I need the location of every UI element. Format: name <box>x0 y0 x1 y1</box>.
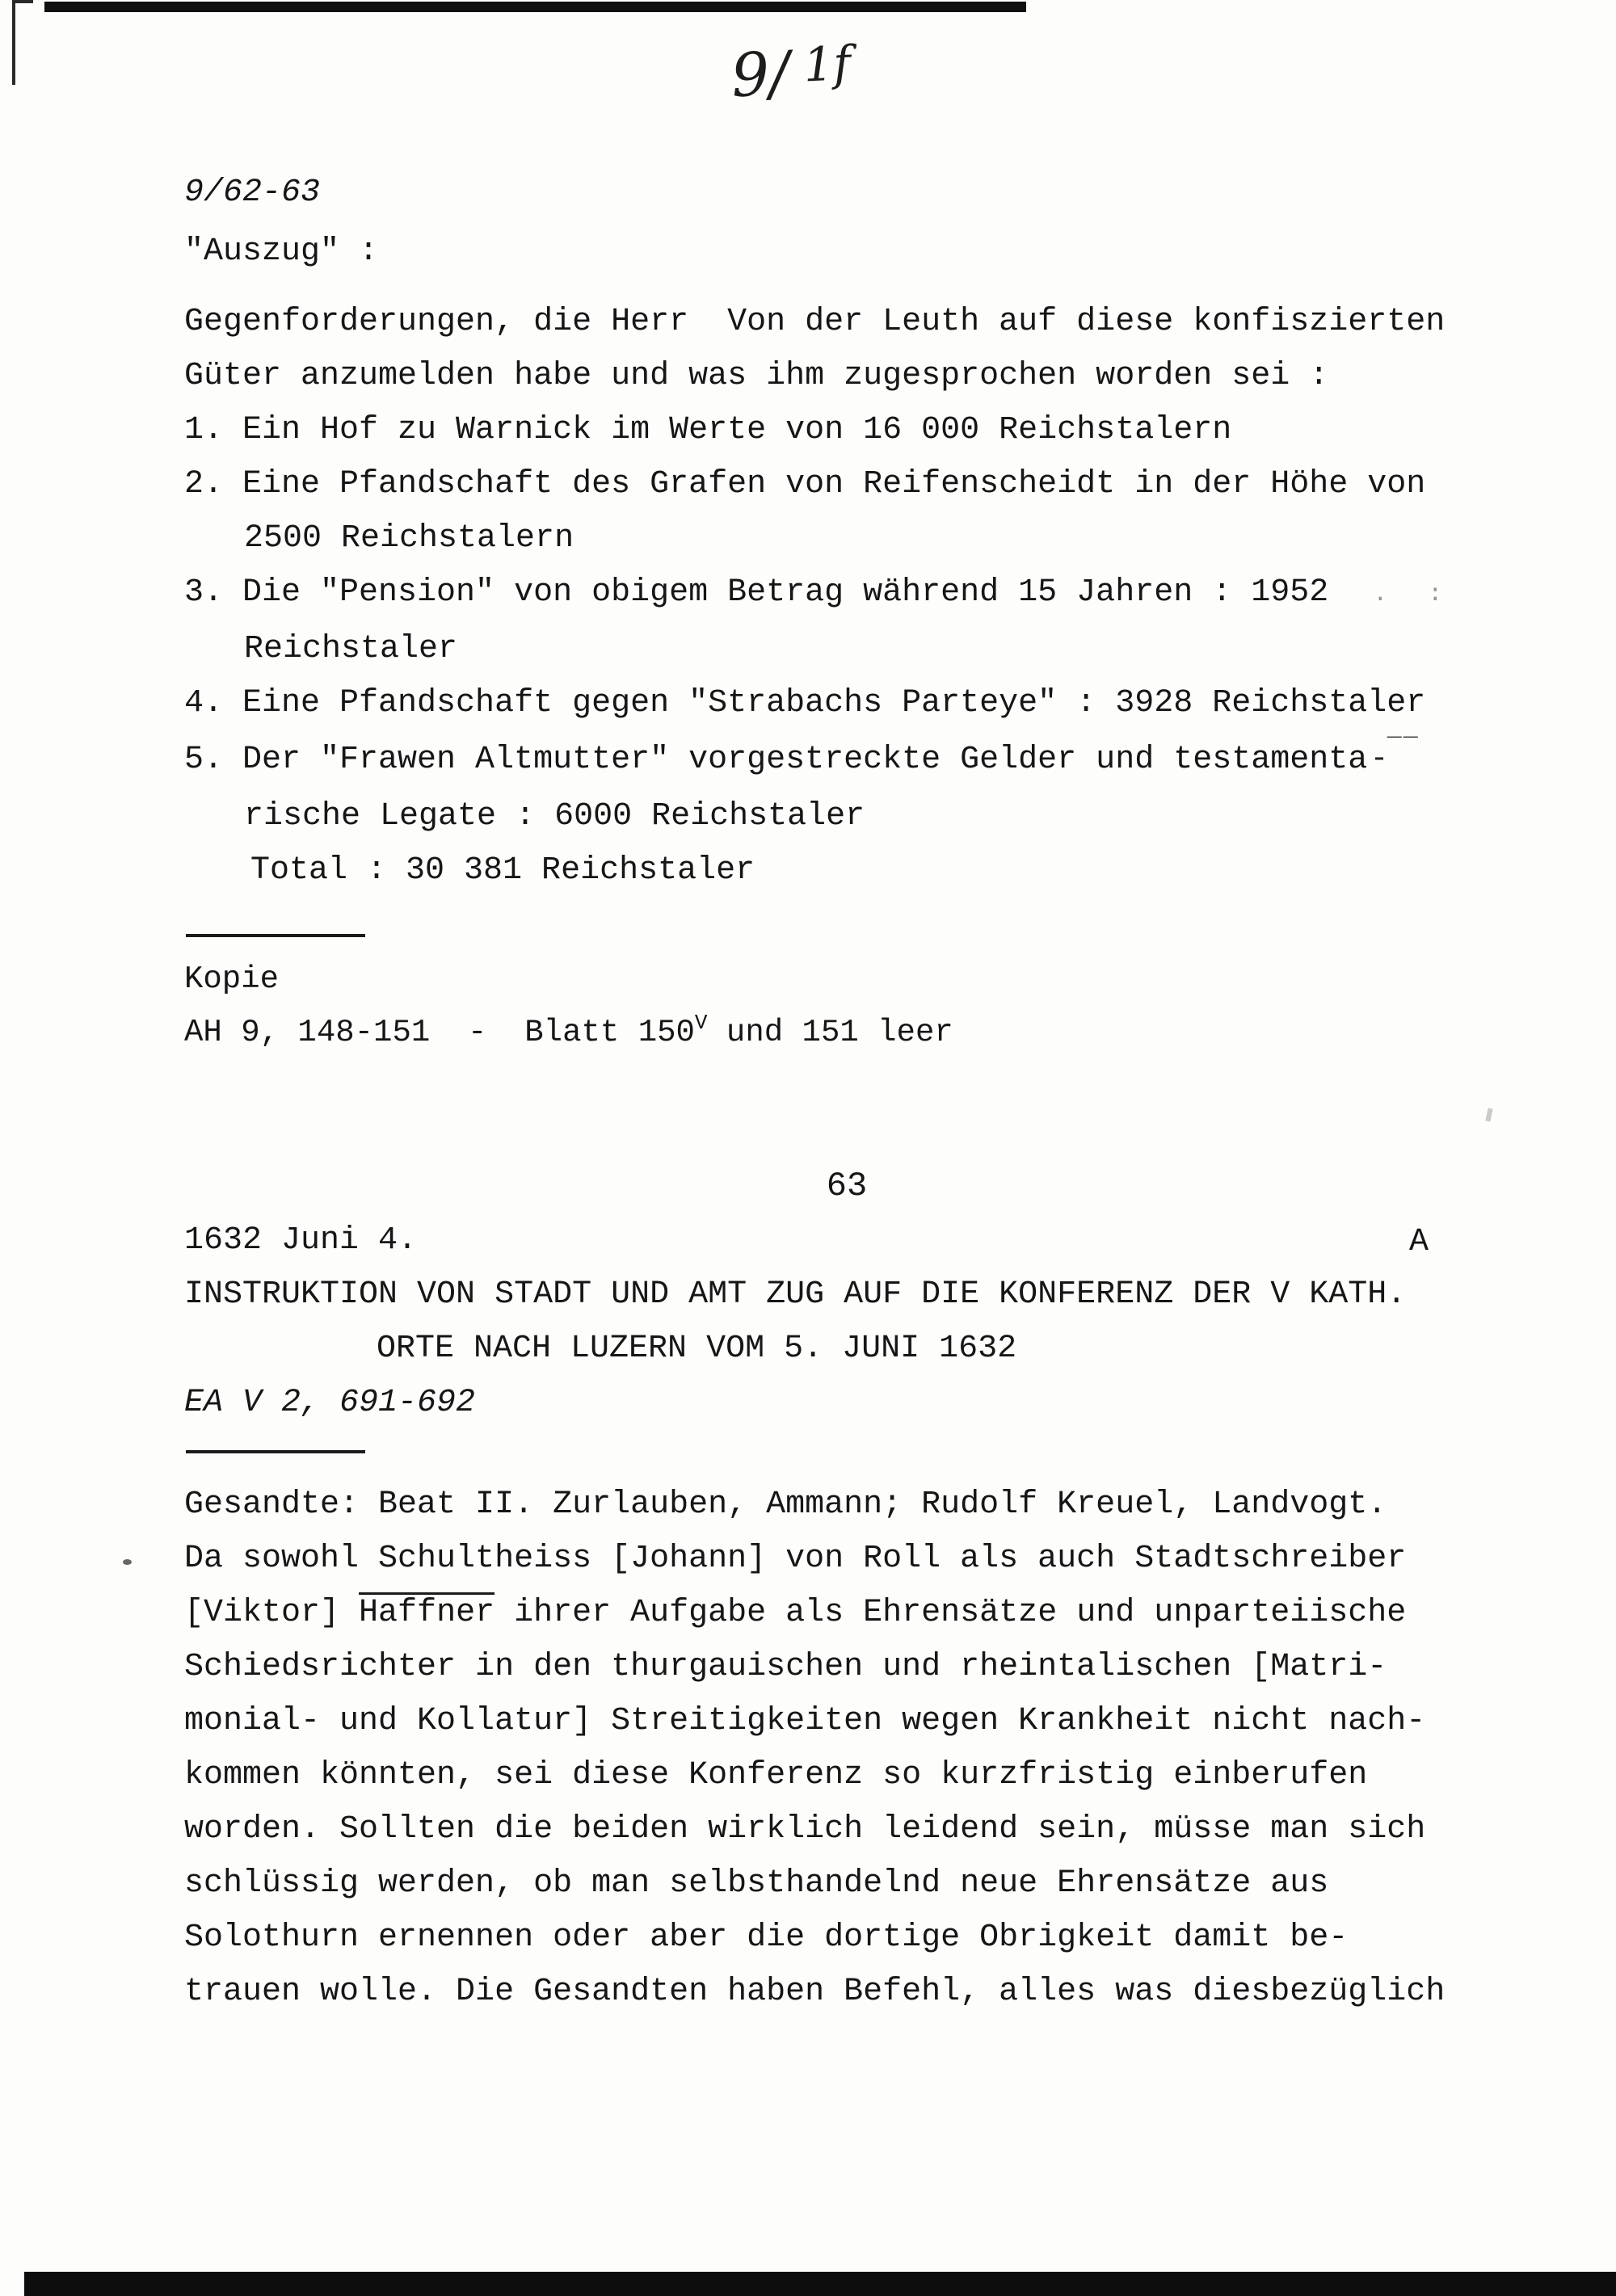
handwritten-number: 9/ <box>729 38 792 111</box>
list-item-5-continuation: rische Legate : 6000 Reichstaler <box>244 798 865 835</box>
copy-note: Kopie <box>184 961 280 997</box>
scan-artifact-bottom-bar <box>24 2272 1616 2296</box>
handwritten-overline-marks: ‾‾ <box>1387 735 1420 763</box>
body-line: Gesandte: Beat II. Zurlauben, Ammann; Rudolf Kreuel, Landvogt. <box>184 1487 1387 1523</box>
divider-rule <box>186 934 365 937</box>
body-text: ihrer Aufgabe als Ehrensätze und unparteiische <box>494 1595 1407 1631</box>
list-item-3 <box>184 566 1509 622</box>
folio-verso-superscript: V <box>694 1011 708 1035</box>
handwritten-annotation: 1f <box>802 35 852 93</box>
scan-speck-dots: . : <box>1373 581 1456 608</box>
scan-artifact-corner-tick <box>12 0 33 3</box>
scan-artifact-left-edge <box>12 0 15 85</box>
list-item-5 <box>184 730 1509 789</box>
list-item-1: 1. Ein Hof zu Warnick im Werte von 16 000 Reichstalern <box>184 412 1232 448</box>
siglum-letter: A <box>1408 1224 1429 1260</box>
body-line: kommen könnten, sei diese Konferenz so kurzfristig einberufen <box>184 1757 1368 1793</box>
entry-number: 63 <box>826 1167 868 1205</box>
list-item-3-continuation: Reichstaler <box>244 631 458 667</box>
list-item-3-text: 3. Die "Pension" von obigem Betrag während 15 Jahren : 1952 <box>184 574 1329 611</box>
entry-date-line <box>184 1213 1509 1268</box>
document-content <box>184 166 1509 2019</box>
entry-title-line: INSTRUKTION VON STADT UND AMT ZUG AUF DIE KONFERENZ DER V KATH. <box>184 1276 1407 1313</box>
archive-reference-tail: und 151 leer <box>707 1015 953 1050</box>
haffner-marked-name: Haffner <box>359 1595 495 1631</box>
body-line: trauen wolle. Die Gesandten haben Befehl, alles was diesbezüglich <box>184 1974 1446 2010</box>
list-item-4: 4. Eine Pfandschaft gegen "Strabachs Parteye" : 3928 Reichstaler <box>184 685 1426 721</box>
body-line: Solothurn ernennen oder aber die dortige Obrigkeit damit be- <box>184 1920 1349 1956</box>
ea-source-reference: EA V 2, 691-692 <box>184 1385 476 1421</box>
list-item-2: 2. Eine Pfandschaft des Grafen von Reifenscheidt in der Höhe von <box>184 466 1426 503</box>
body-line: monial- und Kollatur] Streitigkeiten wegen Krankheit nicht nach- <box>184 1703 1426 1739</box>
body-line: Da sowohl Schultheiss [Johann] von Roll als auch Stadtschreiber <box>184 1541 1407 1577</box>
list-item-5-text: 5. Der "Frawen Altmutter" vorgestreckte Gelder und testamenta <box>184 742 1368 778</box>
intro-line: Gegenforderungen, die Herr Von der Leuth auf diese konfiszierten <box>184 304 1446 340</box>
archive-reference-text: AH 9, 148-151 - Blatt 150 <box>184 1015 695 1050</box>
entry-title-line: ORTE NACH LUZERN VOM 5. JUNI 1632 <box>377 1331 1017 1367</box>
total-line: Total : 30 381 Reichstaler <box>250 852 755 889</box>
scan-artifact-top-bar <box>44 2 1026 12</box>
body-line: Schiedsrichter in den thurgauischen und rheintalischen [Matri- <box>184 1649 1387 1685</box>
ink-speck <box>123 1559 132 1565</box>
entry-date: 1632 Juni 4. <box>184 1222 418 1259</box>
excerpt-heading: "Auszug" : <box>184 233 379 270</box>
entry-ref: 9/62-63 <box>184 175 321 211</box>
list-item-2-continuation: 2500 Reichstalern <box>244 520 574 557</box>
body-line: worden. Sollten die beiden wirklich leidend sein, müsse man sich <box>184 1811 1426 1848</box>
body-line-haffner <box>184 1586 1509 1640</box>
handwritten-dash: - <box>1374 738 1385 776</box>
divider-rule <box>186 1450 365 1453</box>
intro-line: Güter anzumelden habe und was ihm zugesprochen worden sei : <box>184 358 1329 394</box>
handwritten-page-mark <box>729 35 852 111</box>
body-text: [Viktor] <box>184 1595 360 1631</box>
body-line: schlüssig werden, ob man selbsthandelnd neue Ehrensätze aus <box>184 1865 1329 1902</box>
archive-reference <box>184 1001 1509 1054</box>
